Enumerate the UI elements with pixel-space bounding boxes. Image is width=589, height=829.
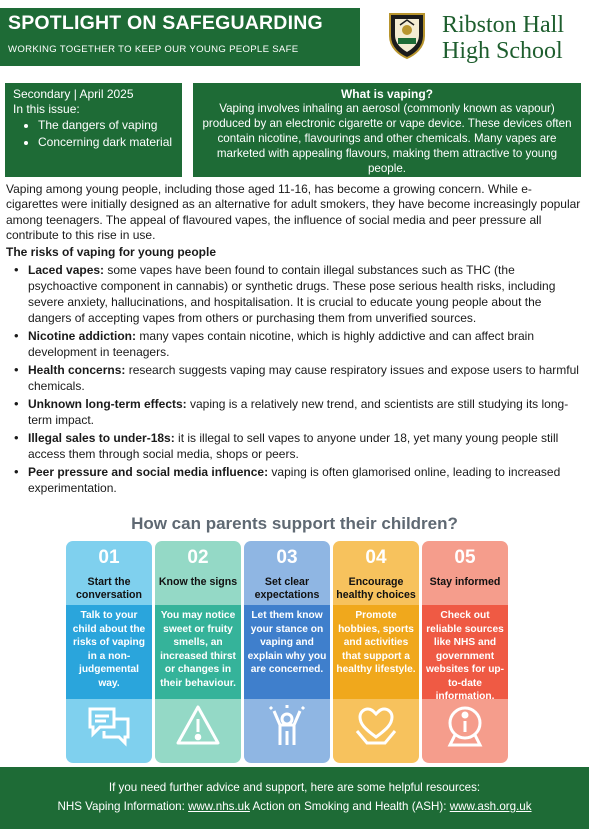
card-number: 01 [98,547,120,568]
risk-title: Illegal sales to under-18s: [28,431,175,445]
footer-resources [0,767,589,829]
what-is-vaping-title: What is vaping? [340,87,433,101]
card-title: Set clear expectations [254,576,320,601]
risk-title: Peer pressure and social media influence: [28,465,269,479]
info-circle-icon [422,701,508,756]
support-card-3 [244,541,330,763]
newsletter-title: SPOTLIGHT ON SAFEGUARDING [8,12,323,34]
card-number: 03 [276,547,298,568]
footer-links [0,800,589,813]
speech-bubbles-icon [66,701,152,756]
school-name-line2: High School [442,38,563,64]
header-banner [0,8,360,66]
issue-topic-item: • The dangers of vaping [38,117,172,134]
risk-text: some vapes have been found to contain illegal substances such as THC (the psychoactive component in cannabis) or synthetic drugs. These pose serious health risks, including severe anxiety, hallucinations, and hospitalisation. It is crucial to educate young people about the dangers of accepting vapes from others or purchasing them from unverified sources. [28,263,556,325]
issue-topics-list [5,117,172,151]
parents-support-heading: How can parents support their children? [131,514,458,533]
risk-text: research suggests vaping may cause respiratory issues and expose users to harmful chemicals. [28,363,579,393]
nhs-link[interactable]: www.nhs.uk [188,800,250,813]
card-title: Know the signs [158,576,238,588]
ash-link[interactable]: www.ash.org.uk [449,800,532,813]
risk-text: many vapes contain nicotine, which is highly addictive and can affect brain development in teenagers. [28,329,535,359]
risk-title: Health concerns: [28,363,126,377]
risk-item [28,262,584,326]
celebrating-person-icon [244,701,330,756]
support-card-4 [333,541,419,763]
risk-title: Nicotine addiction: [28,329,136,343]
risk-text: it is illegal to sell vapes to anyone under 18, yet many young people still access them through social media, shops or peers. [28,431,559,461]
risk-item [28,396,584,428]
card-body: Let them know your stance on vaping and explain why you are concerned. [247,610,327,675]
ash-label: Action on Smoking and Health (ASH): [249,800,450,813]
risk-item [28,430,584,462]
card-body: You may notice sweet or fruity smells, an increased thirst or changes in their behaviour. [160,610,236,689]
intro-paragraph: Vaping among young people, including those aged 11-16, has become a growing concern. While e-cigarettes were initially designed as an alternative for adult smokers, they have become increasingly popular among teenagers. The appeal of flavoured vapes, the influence of social media and peer pressure all contribute to this rise in use. [6,182,581,242]
card-title: Encourage healthy choices [336,576,416,601]
footer-intro: If you need further advice and support, here are some helpful resources: [108,781,481,794]
card-body: Talk to your child about the risks of vaping in a non-judgemental way. [72,610,146,689]
risk-text: vaping is a relatively new trend, and scientists are still studying its long-term impact. [28,397,569,427]
what-is-vaping-text: Vaping involves inhaling an aerosol (commonly known as vapour) produced by an electronic cigarette or vape device. These devices often contain nicotine, flavourings and other chemicals. Many vapes are marketed with appealing flavours, making them attractive to young people. [202,102,572,175]
card-title: Start the conversation [76,576,142,601]
risk-title: Laced vapes: [28,263,105,277]
issue-topic-item: • Concerning dark material [38,134,172,151]
warning-icon [155,701,241,756]
risk-item [28,362,584,394]
card-number: 04 [365,547,387,568]
support-card-5 [422,541,508,763]
newsletter-subtitle: WORKING TOGETHER TO KEEP OUR YOUNG PEOPLE SAFE [8,44,299,55]
nhs-label: NHS Vaping Information: [57,800,189,813]
card-body: Check out reliable sources like NHS and government websites for up-to-date information. [425,610,505,702]
card-body: Promote hobbies, sports and activities that support a healthy lifestyle. [336,610,416,675]
what-is-vaping-box [193,83,581,177]
risks-heading: The risks of vaping for young people [6,245,217,259]
risk-item [28,464,584,496]
card-number: 05 [454,547,476,568]
school-name [442,12,564,64]
heart-in-hand-icon [333,701,419,756]
card-title: Stay informed [429,576,501,588]
support-card-2 [155,541,241,763]
edition-label: Secondary | April 2025 [13,87,134,101]
card-number: 02 [187,547,209,568]
school-crest-icon [386,10,428,60]
risk-title: Unknown long-term effects: [28,397,187,411]
risk-text: vaping is often glamorised online, leading to increased experimentation. [28,465,561,495]
school-name-line1: Ribston Hall [442,12,565,38]
issue-summary-box [5,83,182,177]
support-card-1 [66,541,152,763]
risks-list [6,262,584,498]
in-this-issue-label: In this issue: [13,102,80,116]
risk-item [28,328,584,360]
